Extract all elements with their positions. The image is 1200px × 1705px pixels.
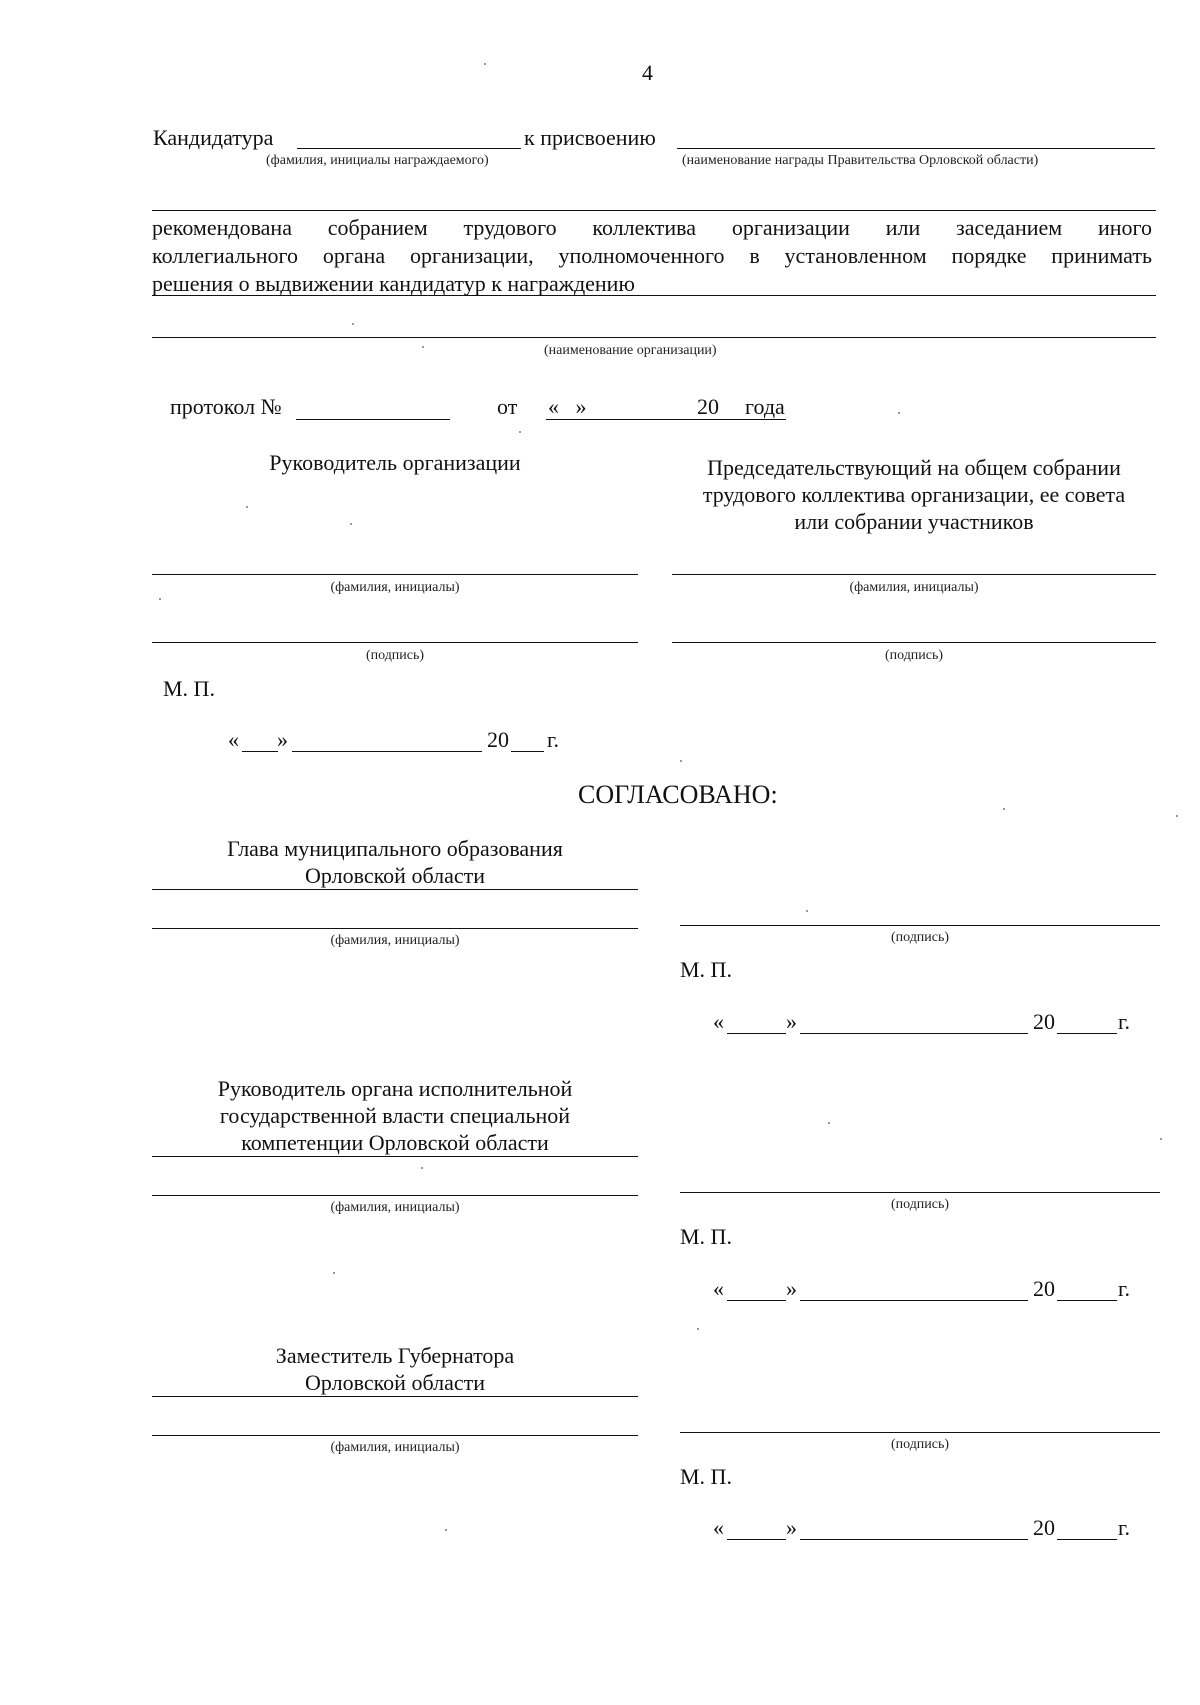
head-year-field[interactable]	[511, 751, 544, 752]
scan-speck	[352, 323, 354, 325]
recommendation-line-3: решения о выдвижении кандидатур к награждению	[152, 271, 635, 296]
candidate-name-field[interactable]	[297, 148, 521, 149]
approver-2-stamp: М. П.	[680, 1224, 732, 1249]
approver-1-signature-field[interactable]	[680, 925, 1160, 926]
chair-name-field[interactable]	[672, 574, 1156, 575]
approver-3-name-caption: (фамилия, инициалы)	[330, 1440, 460, 1455]
award-label: к присвоению	[524, 125, 656, 150]
head-title: Руководитель организации	[269, 450, 521, 475]
scan-speck	[421, 1167, 423, 1169]
scan-speck	[898, 412, 900, 414]
scan-speck	[445, 1529, 447, 1531]
approver-1-title-line-2: Орловской области	[305, 863, 485, 888]
head-date-close: »	[277, 727, 288, 752]
approver-1-year-suffix: г.	[1118, 1009, 1131, 1034]
scan-speck	[350, 523, 352, 525]
scan-speck	[422, 346, 424, 348]
head-stamp: М. П.	[163, 676, 215, 701]
award-continuation-field[interactable]	[152, 210, 1156, 211]
organization-field-2[interactable]	[152, 337, 1156, 338]
head-name-caption: (фамилия, инициалы)	[330, 580, 460, 595]
award-name-caption: (наименование награды Правительства Орловской области)	[682, 153, 1039, 168]
approver-2-name-caption: (фамилия, инициалы)	[330, 1200, 460, 1215]
chair-name-caption: (фамилия, инициалы)	[849, 580, 979, 595]
scan-speck	[806, 910, 808, 912]
scan-speck	[484, 63, 486, 65]
approver-3-day-field[interactable]	[727, 1539, 786, 1540]
scan-speck	[1003, 808, 1005, 810]
head-signature-caption: (подпись)	[365, 648, 425, 663]
head-month-field[interactable]	[292, 751, 482, 752]
approver-3-title-line-1: Заместитель Губернатора	[275, 1343, 515, 1368]
scan-speck	[680, 760, 682, 762]
approver-3-title-underline	[152, 1396, 638, 1397]
head-year-suffix: г.	[547, 727, 560, 752]
approver-1-year-field[interactable]	[1057, 1033, 1117, 1034]
protocol-year-prefix: 20	[697, 394, 719, 419]
approver-2-name-field[interactable]	[152, 1195, 638, 1196]
page-number: 4	[642, 60, 653, 85]
approver-2-month-field[interactable]	[800, 1300, 1028, 1301]
approver-2-title-line-3: компетенции Орловской области	[241, 1130, 549, 1155]
chair-title-line-2: трудового коллектива организации, ее совета	[702, 482, 1126, 507]
approver-2-date-open: «	[713, 1276, 724, 1301]
scan-speck	[333, 1272, 335, 1274]
protocol-label: протокол №	[170, 394, 282, 419]
head-day-field[interactable]	[242, 751, 278, 752]
approver-1-date-open: «	[713, 1009, 724, 1034]
head-name-field[interactable]	[152, 574, 638, 575]
organization-caption: (наименование организации)	[544, 343, 717, 358]
scan-speck	[697, 1328, 699, 1330]
approver-3-name-field[interactable]	[152, 1435, 638, 1436]
approver-2-year-suffix: г.	[1118, 1276, 1131, 1301]
approver-2-signature-caption: (подпись)	[890, 1197, 950, 1212]
head-year-prefix: 20	[487, 727, 509, 752]
approver-3-year-prefix: 20	[1033, 1515, 1055, 1540]
recommendation-line-1: рекомендована собранием трудового коллектива организации или заседанием иного	[152, 215, 1152, 240]
chair-signature-caption: (подпись)	[884, 648, 944, 663]
approver-2-signature-field[interactable]	[680, 1192, 1160, 1193]
scan-speck	[246, 506, 248, 508]
approver-2-year-field[interactable]	[1057, 1300, 1117, 1301]
approver-1-signature-caption: (подпись)	[890, 930, 950, 945]
approver-1-day-field[interactable]	[727, 1033, 786, 1034]
approver-2-day-field[interactable]	[727, 1300, 786, 1301]
approver-2-title-line-1: Руководитель органа исполнительной	[217, 1076, 573, 1101]
approver-3-stamp: М. П.	[680, 1464, 732, 1489]
organization-field-1[interactable]	[152, 295, 1156, 296]
approver-1-name-field[interactable]	[152, 928, 638, 929]
approver-3-year-suffix: г.	[1118, 1515, 1131, 1540]
scan-speck	[1176, 815, 1178, 817]
candidate-label: Кандидатура	[153, 125, 274, 150]
protocol-date-quotes: « »	[548, 394, 587, 419]
approver-1-title-underline	[152, 889, 638, 890]
approver-3-year-field[interactable]	[1057, 1539, 1117, 1540]
chair-signature-field[interactable]	[672, 642, 1156, 643]
approver-1-year-prefix: 20	[1033, 1009, 1055, 1034]
approver-3-signature-caption: (подпись)	[890, 1437, 950, 1452]
approver-2-title-line-2: государственной власти специальной	[219, 1103, 571, 1128]
scan-speck	[1160, 1138, 1162, 1140]
head-signature-field[interactable]	[152, 642, 638, 643]
chair-title-line-3: или собрании участников	[794, 509, 1034, 534]
chair-title-line-1: Председательствующий на общем собрании	[707, 455, 1121, 480]
protocol-number-field[interactable]	[296, 419, 450, 420]
approver-3-date-open: «	[713, 1515, 724, 1540]
approver-2-title-underline	[152, 1156, 638, 1157]
approver-1-title-line-1: Глава муниципального образования	[227, 836, 563, 861]
approver-3-date-close: »	[786, 1515, 797, 1540]
approver-3-title-line-2: Орловской области	[305, 1370, 485, 1395]
protocol-year-suffix: года	[745, 394, 785, 419]
approver-1-month-field[interactable]	[800, 1033, 1028, 1034]
head-date-open: «	[228, 727, 239, 752]
approver-3-month-field[interactable]	[800, 1539, 1028, 1540]
approver-1-stamp: М. П.	[680, 957, 732, 982]
approver-1-date-close: »	[786, 1009, 797, 1034]
scan-speck	[159, 598, 161, 600]
approved-heading: СОГЛАСОВАНО:	[578, 780, 778, 809]
recommendation-line-2: коллегиального органа организации, уполномоченного в установленном порядке принимать	[152, 243, 1152, 268]
approver-1-name-caption: (фамилия, инициалы)	[330, 933, 460, 948]
scan-speck	[828, 1122, 830, 1124]
approver-2-year-prefix: 20	[1033, 1276, 1055, 1301]
protocol-from: от	[497, 394, 518, 419]
approver-3-signature-field[interactable]	[680, 1432, 1160, 1433]
award-name-field[interactable]	[677, 148, 1155, 149]
approver-2-date-close: »	[786, 1276, 797, 1301]
scan-speck	[519, 431, 521, 433]
candidate-name-caption: (фамилия, инициалы награждаемого)	[266, 153, 489, 168]
